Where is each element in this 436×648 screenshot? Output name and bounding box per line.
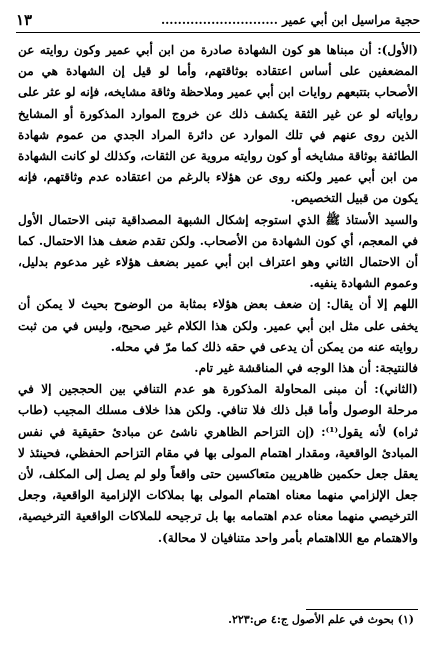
paragraph-second-point: (الثاني): أن مبنى المحاولة المذكورة هو عدم التنافي بين الحججين إلا في مرحلة الوصول وأما قبل ذلك فلا تنافي. ولكن هذا خلاف مسلك المجيب (طاب ثراه) لأنه يقول⁽¹⁾: (إن التزاحم الظاهري ناشئ عن مبادئ حقيقية في نفس المبادئ الواقعية، ومقدار اهتمام المولى بها في مقام التزاحم الحفظي، فحينئذ لا يعقل جعل حكمين ظاهريين متعاكسين حتى واقعاً ولو لم يصل إلى المكلف، لأن جعل الإلزامي منهما معناه اهتمام المولى بها بملاكات الإلزامية الواقعية، وجعل الترخيصي منهما معناه عدم اهتمامه بها بل ترجيحه للملاكات الواقعية الترخيصية، والاهتمام مع اللااهتمام بأمر واحد متنافيان لا محالة). <box>18 382 419 545</box>
page-header <box>16 8 420 33</box>
running-title: حجية مراسيل ابن أبي عمير ............................ <box>160 13 420 27</box>
page-number: ١٣ <box>16 11 33 29</box>
footnote: (١) بحوث في علم الأصول ج:٤ ص:٢٢٣. <box>228 613 414 626</box>
paragraph-first-point: (الأول): أن مبناها هو كون الشهادة صادرة من ابن أبي عمير وكون روايته عن المضعفين على أساس اعتقاده بوثاقتهم، وأما لو قيل إن الشهادة هي من الأصحاب بتتبعهم روايات ابن أبي عمير وملاحظة وثاقة مشايخه، فإنه لو عثر على رواياته لو عن غير الثقة يكشف ذلك عن خروج الموارد المذكورة أو المشايخ الذين روى عنهم في تلك الموارد عن دائرة المراد الجدي من عموم شهادة الطائفة بوثاقة مشايخه أو كون روايته مروية عن الثقات، وكذلك لو كانت الشهادة من ابن أبي عمير ولكنه روى عن هؤلاء بالرغم من اعتقاده عدم وثاقتهم، فإنه يكون من قبيل التخصيص. <box>18 43 418 206</box>
paragraph-objection: اللهم إلا أن يقال: إن ضعف بعض هؤلاء بمثابة من الوضوح بحيث لا يمكن أن يخفى على مثل ابن أبي عمير. ولكن هذا الكلام غير صحيح، وليس في من ثبت روايته عنه من يمكن أن يدعى في حقه ذلك كما مرّ في محله. <box>18 297 418 354</box>
body-text <box>18 40 418 549</box>
paragraph-professor: والسيد الأستاذ ﷺ الذي استوجه إشكال الشبهة المصداقية تبنى الاحتمال الأول في المعجم، أي كون الشهادة من الأصحاب. ولكن تقدم ضعف هذا الاحتمال. كما أن الاحتمال الثاني وهو اعتراف ابن أبي عمير بضعف هؤلاء غير مدعوم بدليل، وعموم الشهادة ينفيه. <box>18 212 418 291</box>
footnote-separator <box>306 609 418 610</box>
paragraph-conclusion: فالنتيجة: أن هذا الوجه في المناقشة غير تام. <box>194 361 418 376</box>
